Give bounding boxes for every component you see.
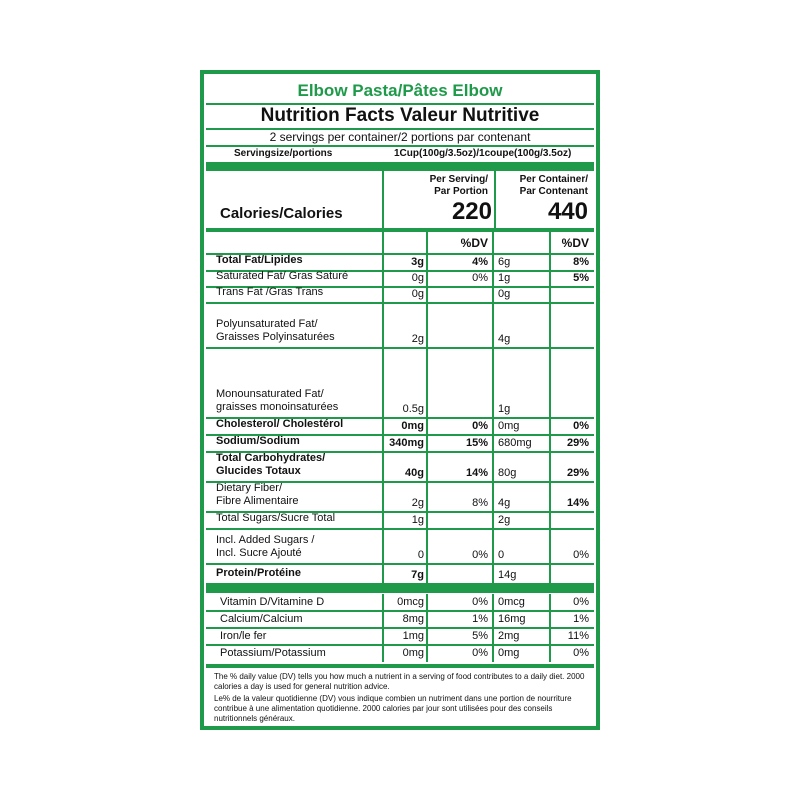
amount-per-serving: 1g bbox=[411, 514, 424, 526]
column-line bbox=[426, 594, 428, 662]
per-serving-header-2: Par Portion bbox=[434, 186, 488, 197]
per-container-header-1: Per Container/ bbox=[519, 174, 588, 185]
vitamin-dv-container: 0% bbox=[573, 596, 589, 608]
per-serving-header-1: Per Serving/ bbox=[429, 174, 488, 185]
footnote-fr: Le% de la valeur quotidienne (DV) vous indique combien un nutriment dans une portion de nourriture contribue à une alimentation quotidienne. 2000 calories par jour sont utilisées pour des conseils nutritionnels généraux. bbox=[214, 694, 572, 723]
vitamin-amount: 1mg bbox=[402, 630, 424, 642]
servings-per-container: 2 servings per container/2 portions par contenant bbox=[269, 130, 531, 144]
vitamin-label: Calcium/Calcium bbox=[220, 613, 303, 625]
per-container-header-2: Par Contenant bbox=[519, 186, 588, 197]
nutrient-label: Saturated Fat/ Gras Saturé bbox=[216, 270, 349, 282]
nutrient-label: Sodium/Sodium bbox=[216, 435, 300, 447]
row-divider bbox=[206, 347, 594, 349]
row-divider bbox=[206, 644, 594, 646]
amount-per-container: 0 bbox=[498, 549, 505, 561]
amount-per-container: 6g bbox=[498, 256, 511, 268]
calories-per-container: 440 bbox=[547, 198, 588, 225]
vitamin-amount-container: 0mcg bbox=[498, 596, 525, 608]
nutrient-label: Dietary Fiber/ bbox=[216, 482, 283, 494]
col-divider-container bbox=[494, 171, 496, 228]
vitamin-dv: 1% bbox=[472, 613, 488, 625]
amount-per-container: 0g bbox=[498, 288, 511, 300]
vitamin-dv-container: 0% bbox=[573, 647, 589, 659]
vitamin-label: Iron/le fer bbox=[220, 630, 267, 642]
amount-per-serving: 0g bbox=[411, 272, 424, 284]
amount-per-serving: 0.5g bbox=[402, 403, 424, 415]
heading: Nutrition Facts Valeur Nutritive bbox=[260, 105, 540, 126]
dv-per-serving: 0% bbox=[472, 420, 488, 432]
amount-per-serving: 40g bbox=[405, 467, 424, 479]
dv-per-container: 8% bbox=[573, 256, 589, 268]
vitamin-amount-container: 2mg bbox=[498, 630, 520, 642]
nutrient-label: Total Carbohydrates/ bbox=[216, 452, 326, 464]
vitamin-divider bbox=[206, 585, 594, 593]
nutrient-label: graisses monoinsaturées bbox=[216, 401, 339, 413]
amount-per-container: 1g bbox=[498, 403, 511, 415]
vitamin-dv: 5% bbox=[472, 630, 488, 642]
col-divider-amount bbox=[382, 171, 384, 228]
amount-per-serving: 0 bbox=[417, 549, 424, 561]
column-line bbox=[382, 594, 384, 662]
dv-per-serving: 8% bbox=[472, 497, 488, 509]
amount-per-serving: 2g bbox=[411, 497, 424, 509]
amount-per-serving: 0g bbox=[411, 288, 424, 300]
nutrient-label: Trans Fat /Gras Trans bbox=[216, 286, 324, 298]
calories-per-serving: 220 bbox=[451, 198, 492, 225]
nutrient-label: Incl. Added Sugars / bbox=[216, 534, 315, 546]
nutrient-label: Cholesterol/ Cholestérol bbox=[216, 418, 344, 430]
dv-per-serving: 0% bbox=[472, 549, 488, 561]
dv-per-serving: 14% bbox=[465, 467, 488, 479]
dv-per-container: 14% bbox=[566, 497, 589, 509]
serving-size-label: Servingsize/portions bbox=[234, 148, 333, 159]
calories-label: Calories/Calories bbox=[220, 205, 343, 222]
footnote-divider bbox=[206, 664, 594, 668]
nutrient-label: Polyunsaturated Fat/ bbox=[216, 318, 318, 330]
dv-header-container: %DV bbox=[561, 236, 589, 250]
vitamin-amount-container: 16mg bbox=[498, 613, 526, 625]
vitamin-dv: 0% bbox=[472, 596, 488, 608]
nutrient-label: Monounsaturated Fat/ bbox=[216, 388, 324, 400]
dv-per-serving: 15% bbox=[465, 437, 488, 449]
nutrient-label: Incl. Sucre Ajouté bbox=[216, 547, 302, 559]
row-divider bbox=[206, 627, 594, 629]
row-divider bbox=[206, 528, 594, 530]
footnote-en: The % daily value (DV) tells you how much a nutrient in a serving of food contributes to a daily diet. 2000 calories a day is used for general nutrition advice. bbox=[214, 672, 585, 691]
dv-per-serving: 0% bbox=[472, 272, 488, 284]
amount-per-container: 4g bbox=[498, 497, 511, 509]
vitamin-amount: 0mcg bbox=[397, 596, 424, 608]
column-line bbox=[492, 594, 494, 662]
dv-per-container: 0% bbox=[573, 420, 589, 432]
dv-header-serving: %DV bbox=[460, 236, 488, 250]
amount-per-container: 80g bbox=[498, 467, 517, 479]
amount-per-serving: 0mg bbox=[401, 420, 424, 432]
vitamin-amount-container: 0mg bbox=[498, 647, 520, 659]
nutrient-label: Fibre Alimentaire bbox=[216, 495, 299, 507]
dv-per-container: 29% bbox=[566, 467, 589, 479]
nutrition-panel bbox=[206, 76, 594, 724]
column-line bbox=[426, 232, 428, 584]
nutrient-label: Glucides Totaux bbox=[216, 465, 301, 477]
dv-per-container: 5% bbox=[573, 272, 589, 284]
dv-per-container: 0% bbox=[573, 549, 589, 561]
vitamin-label: Vitamin D/Vitamine D bbox=[220, 596, 325, 608]
amount-per-container: 14g bbox=[498, 569, 517, 581]
column-line bbox=[382, 232, 384, 584]
nutrient-label: Protein/Protéine bbox=[216, 567, 301, 579]
row-divider bbox=[206, 610, 594, 612]
serving-size-value: 1Cup(100g/3.5oz)/1coupe(100g/3.5oz) bbox=[394, 148, 572, 159]
amount-per-container: 2g bbox=[498, 514, 511, 526]
amount-per-serving: 3g bbox=[411, 256, 424, 268]
dv-per-serving: 4% bbox=[472, 256, 488, 268]
row-divider bbox=[206, 302, 594, 304]
column-line bbox=[549, 232, 551, 584]
nutrient-label: Total Sugars/Sucre Total bbox=[216, 512, 336, 524]
product-title: Elbow Pasta/Pâtes Elbow bbox=[297, 81, 503, 100]
nutrient-label: Total Fat/Lipides bbox=[216, 254, 303, 266]
vitamin-dv-container: 1% bbox=[573, 613, 589, 625]
amount-per-container: 680mg bbox=[498, 437, 532, 449]
row-divider bbox=[206, 563, 594, 565]
amount-per-container: 0mg bbox=[498, 420, 520, 432]
amount-per-container: 4g bbox=[498, 333, 511, 345]
thick-divider bbox=[206, 162, 594, 171]
vitamin-amount: 0mg bbox=[402, 647, 424, 659]
vitamin-dv: 0% bbox=[472, 647, 488, 659]
dv-per-container: 29% bbox=[566, 437, 589, 449]
amount-per-serving: 2g bbox=[411, 333, 424, 345]
amount-per-serving: 7g bbox=[411, 569, 424, 581]
amount-per-serving: 340mg bbox=[389, 437, 424, 449]
nutrient-label: Graisses Polyinsaturées bbox=[216, 331, 335, 343]
calories-divider bbox=[206, 228, 594, 232]
column-line bbox=[549, 594, 551, 662]
amount-per-container: 1g bbox=[498, 272, 511, 284]
column-line bbox=[492, 232, 494, 584]
vitamin-dv-container: 11% bbox=[567, 630, 589, 642]
vitamin-label: Potassium/Potassium bbox=[220, 647, 326, 659]
servings-divider bbox=[206, 145, 594, 147]
vitamin-amount: 8mg bbox=[402, 613, 424, 625]
